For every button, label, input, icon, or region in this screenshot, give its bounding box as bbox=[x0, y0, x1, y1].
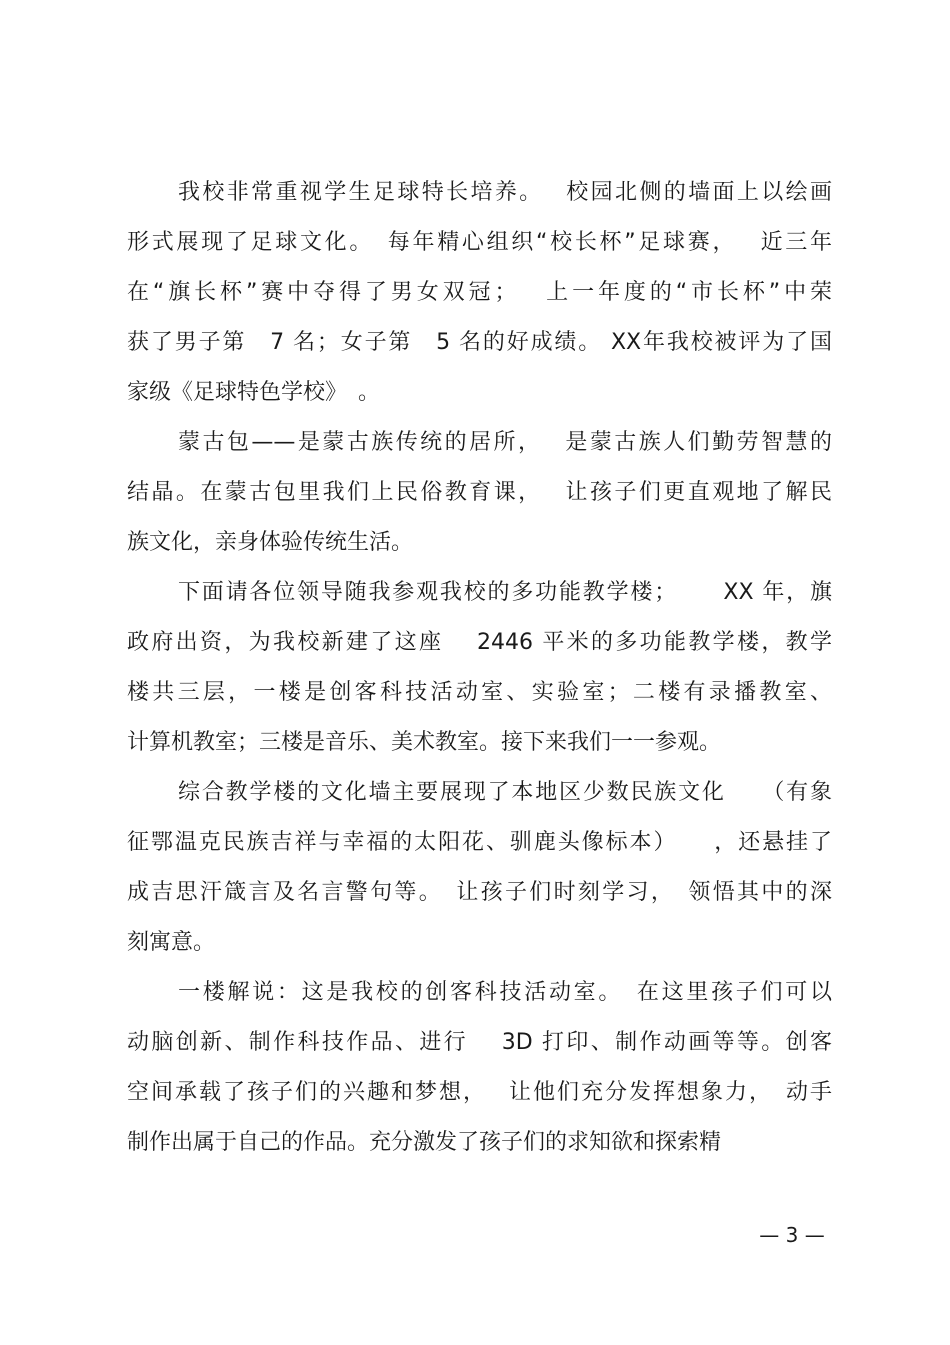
paragraph-1-line-1: 我校非常重视学生足球特长培养。 校园北侧的墙面上以绘画 bbox=[178, 180, 832, 205]
paragraph-3-line-2: 政府出资，为我校新建了这座 2446 平米的多功能教学楼，教学 bbox=[127, 630, 832, 655]
paragraph-4-line-2: 征鄂温克民族吉祥与幸福的太阳花、驯鹿头像标本） ，还悬挂了 bbox=[127, 830, 832, 855]
paragraph-2-line-1: 蒙古包——是蒙古族传统的居所， 是蒙古族人们勤劳智慧的 bbox=[178, 430, 832, 455]
paragraph-1-line-2: 形式展现了足球文化。 每年精心组织“校长杯”足球赛， 近三年 bbox=[127, 230, 832, 255]
paragraph-2-line-2: 结晶。在蒙古包里我们上民俗教育课， 让孩子们更直观地了解民 bbox=[127, 480, 832, 505]
paragraph-3-line-1: 下面请各位领导随我参观我校的多功能教学楼； XX 年，旗 bbox=[178, 580, 832, 605]
paragraph-3-line-3: 楼共三层，一楼是创客科技活动室、实验室；二楼有录播教室、 bbox=[127, 680, 832, 705]
paragraph-1-line-5: 家级《足球特色学校》 。 bbox=[127, 380, 381, 405]
paragraph-2-line-3: 族文化，亲身体验传统生活。 bbox=[127, 530, 414, 555]
paragraph-4-line-3: 成吉思汗箴言及名言警句等。 让孩子们时刻学习， 领悟其中的深 bbox=[127, 880, 832, 905]
paragraph-5-line-2: 动脑创新、制作科技作品、进行 3D 打印、制作动画等等。创客 bbox=[127, 1030, 832, 1055]
paragraph-3-line-4: 计算机教室；三楼是音乐、美术教室。接下来我们一一参观。 bbox=[127, 730, 722, 755]
paragraph-5-line-4: 制作出属于自己的作品。充分激发了孩子们的求知欲和探索精 bbox=[127, 1130, 722, 1155]
page-number: — 3 — bbox=[759, 1223, 825, 1247]
paragraph-4-line-1: 综合教学楼的文化墙主要展现了本地区少数民族文化 （有象 bbox=[178, 780, 832, 805]
paragraph-5-line-3: 空间承载了孩子们的兴趣和梦想， 让他们充分发挥想象力， 动手 bbox=[127, 1080, 832, 1105]
paragraph-5-line-1: 一楼解说：这是我校的创客科技活动室。 在这里孩子们可以 bbox=[178, 980, 832, 1005]
paragraph-1-line-4: 获了男子第 7 名；女子第 5 名的好成绩。 XX年我校被评为了国 bbox=[127, 330, 832, 355]
paragraph-1-line-3: 在“旗长杯”赛中夺得了男女双冠； 上一年度的“市长杯”中荣 bbox=[127, 280, 832, 305]
paragraph-4-line-4: 刻寓意。 bbox=[127, 930, 216, 955]
